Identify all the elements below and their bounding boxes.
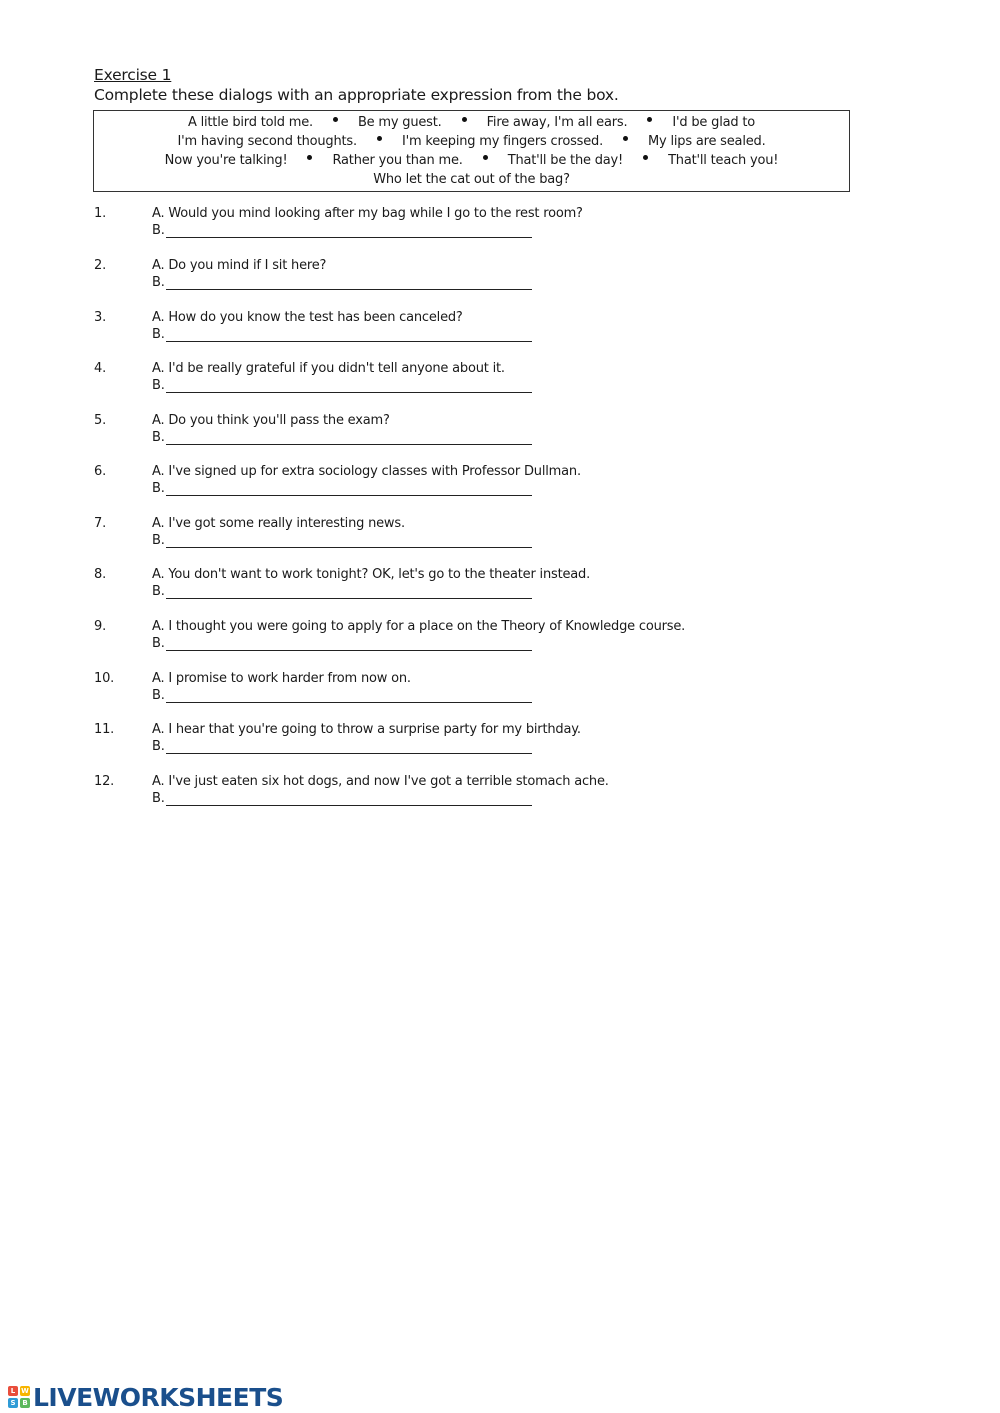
prompt-a: A. I've just eaten six hot dogs, and now I've got a terrible stomach ache. [152, 774, 609, 789]
exercise-title: Exercise 1 [94, 66, 172, 84]
answer-label: B. [152, 688, 165, 703]
item-number: 10. [94, 671, 115, 686]
expression: Who let the cat out of the bag? [373, 172, 570, 187]
answer-label: B. [152, 430, 165, 445]
prompt-a: A. I hear that you're going to throw a surprise party for my birthday. [152, 722, 581, 737]
expression: I'd be glad to [672, 115, 756, 130]
expression-box [93, 110, 850, 192]
prompt-a: A. Would you mind looking after my bag while I go to the rest room? [152, 206, 583, 221]
expression: That'll be the day! [507, 153, 624, 168]
dialog-item [94, 464, 794, 504]
answer-input[interactable] [166, 650, 532, 651]
answer-label: B. [152, 791, 165, 806]
expression: Be my guest. [357, 115, 442, 130]
dialog-item [94, 619, 794, 659]
answer-input[interactable] [166, 805, 532, 806]
expression-line [94, 172, 849, 187]
answer-input[interactable] [166, 444, 532, 445]
expression: A little bird told me. [187, 115, 313, 130]
logo-square: L [8, 1386, 18, 1396]
answer-label: B. [152, 378, 165, 393]
prompt-a: A. I've signed up for extra sociology classes with Professor Dullman. [152, 464, 581, 479]
dialog-item [94, 413, 794, 453]
answer-label: B. [152, 584, 165, 599]
dialog-item [94, 516, 794, 556]
expression: That'll teach you! [668, 153, 779, 168]
prompt-a: A. You don't want to work tonight? OK, let's go to the theater instead. [152, 567, 591, 582]
bullet-icon [483, 155, 488, 160]
item-number: 9. [94, 619, 107, 634]
logo-square: W [21, 1387, 29, 1395]
answer-input[interactable] [166, 495, 532, 496]
answer-input[interactable] [166, 702, 532, 703]
answer-input[interactable] [166, 598, 532, 599]
dialog-item [94, 310, 794, 350]
item-number: 6. [94, 464, 107, 479]
answer-label: B. [152, 223, 165, 238]
answer-label: B. [152, 739, 165, 754]
bullet-icon [647, 117, 652, 122]
answer-input[interactable] [166, 289, 532, 290]
item-number: 2. [94, 258, 107, 273]
prompt-a: A. Do you think you'll pass the exam? [152, 413, 390, 428]
answer-label: B. [152, 636, 165, 651]
dialog-item [94, 774, 794, 814]
liveworksheets-logo[interactable] [8, 1383, 283, 1411]
bullet-icon [377, 136, 382, 141]
bullet-icon [643, 155, 648, 160]
logo-square: B [20, 1398, 30, 1408]
expression: Now you're talking! [164, 153, 288, 168]
answer-input[interactable] [166, 547, 532, 548]
prompt-a: A. I'd be really grateful if you didn't tell anyone about it. [152, 361, 505, 376]
item-number: 12. [94, 774, 115, 789]
expression-line [94, 134, 849, 149]
logo-text: LIVEWORKSHEETS [33, 1382, 284, 1412]
dialog-item [94, 258, 794, 298]
item-number: 1. [94, 206, 107, 221]
item-number: 5. [94, 413, 107, 428]
prompt-a: A. I've got some really interesting news. [152, 516, 405, 531]
answer-label: B. [152, 327, 165, 342]
prompt-a: A. I promise to work harder from now on. [152, 671, 411, 686]
item-number: 7. [94, 516, 107, 531]
prompt-a: A. I thought you were going to apply for a place on the Theory of Knowledge course. [152, 619, 686, 634]
expression-line [94, 153, 849, 168]
expression: Rather you than me. [332, 153, 463, 168]
exercise-instructions: Complete these dialogs with an appropriate expression from the box. [94, 86, 619, 104]
answer-input[interactable] [166, 341, 532, 342]
bullet-icon [307, 155, 312, 160]
item-number: 4. [94, 361, 107, 376]
dialog-item [94, 567, 794, 607]
expression: I'm having second thoughts. [177, 134, 357, 149]
item-number: 11. [94, 722, 115, 737]
expression: I'm keeping my fingers crossed. [401, 134, 603, 149]
bullet-icon [623, 136, 628, 141]
dialog-item [94, 722, 794, 762]
dialog-item [94, 361, 794, 401]
expression-line [94, 115, 849, 130]
answer-label: B. [152, 275, 165, 290]
prompt-a: A. Do you mind if I sit here? [152, 258, 327, 273]
prompt-a: A. How do you know the test has been canceled? [152, 310, 463, 325]
liveworksheets-logo-icon [8, 1386, 30, 1408]
answer-input[interactable] [166, 237, 532, 238]
answer-label: B. [152, 481, 165, 496]
answer-input[interactable] [166, 753, 532, 754]
item-number: 8. [94, 567, 107, 582]
logo-square: S [8, 1398, 18, 1408]
expression: Fire away, I'm all ears. [486, 115, 628, 130]
bullet-icon [462, 117, 467, 122]
item-number: 3. [94, 310, 107, 325]
bullet-icon [333, 117, 338, 122]
answer-input[interactable] [166, 392, 532, 393]
answer-label: B. [152, 533, 165, 548]
dialog-item [94, 671, 794, 711]
dialog-item [94, 206, 794, 246]
expression: My lips are sealed. [648, 134, 766, 149]
